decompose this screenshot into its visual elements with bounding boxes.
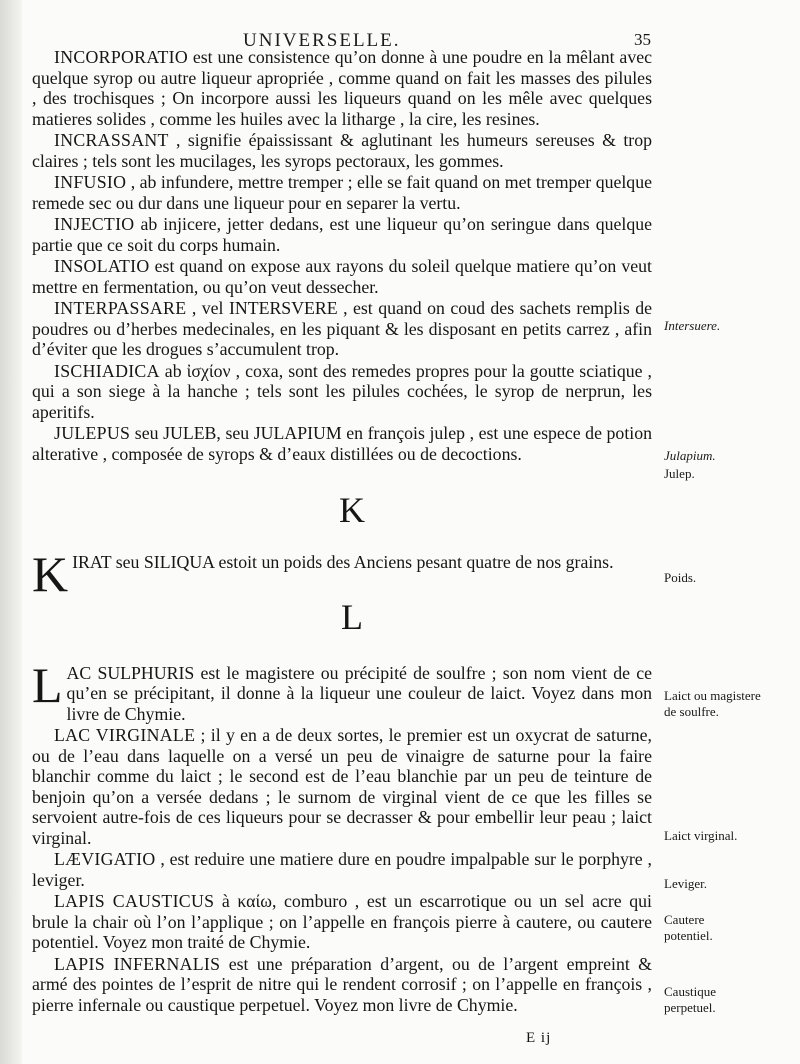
entry-insolatio <box>32 256 652 297</box>
margin-note-laict-magistere: Laict ou magistere de soulfre. <box>664 688 761 719</box>
entry-headword: ISCHIADICA <box>54 360 160 381</box>
page-gutter-shadow <box>0 0 22 1064</box>
entry-headword: LÆVIGATIO <box>54 849 156 869</box>
entry-headword: LAC VIRGINALE <box>54 725 196 745</box>
entry-text: à καίω, comburo , est un escarrotique ou un sel acre qui brule la chair où l’on l’applique ; on l’appelle en françois pierre à cautere, ou cautere potentiel. Voyez mon traité de Chymie. <box>32 891 652 952</box>
entry-incrassant <box>32 130 652 171</box>
entry-kirat <box>32 546 652 602</box>
entry-headword: INTERPASSARE <box>54 298 187 318</box>
margin-note-intersuere: Intersuere. <box>664 318 721 333</box>
entry-lac-virginale <box>32 725 652 848</box>
entry-headword: INCRASSANT <box>54 130 169 150</box>
page-body <box>32 47 652 1016</box>
margin-note-julapium: Julapium. <box>664 448 716 463</box>
entry-infusio <box>32 172 652 213</box>
entry-lapis-causticus <box>32 891 652 953</box>
entry-interpassare <box>32 298 652 360</box>
entry-headword: INFUSIO <box>54 172 127 192</box>
page-number: 35 <box>634 30 651 49</box>
entry-text: est une consistence qu’on donne à une poudre en la mêlant avec quelque syrop ou autre liqueur apropriée , comme quand on fait les masses des pilules , des trochisques ; On incorpore aussi les liqueurs quand on les mêle avec quelques matieres solides , comme les huiles avec la litharge , la cire, les resines. <box>32 47 652 129</box>
entry-text: est quand on expose aux rayons du soleil quelque matiere qu’on veut mettre en fermentation, ou qu’on veut dessecher. <box>32 256 652 297</box>
entry-incorporatio <box>32 47 652 129</box>
entry-ischiadica <box>32 361 652 423</box>
entry-headword: INJECTIO <box>54 214 135 234</box>
running-title: UNIVERSELLE. <box>243 30 401 51</box>
entry-text: , est reduire une matiere dure en poudre impalpable sur le porphyre , leviger. <box>32 849 652 890</box>
entry-text: ab injicere, jetter dedans, est une liqueur qu’on seringue dans quelque partie que ce soit du corps humain. <box>32 214 652 255</box>
entry-text: ab ἰσχίον , coxa, sont des remedes propres pour la goutte sciatique , qui a son siege à la hanche ; tels sont les pilules cochées, le syrop de nerprun, les aperitifs. <box>32 360 652 422</box>
drop-cap-k: K <box>32 546 69 602</box>
signature-mark: E ij <box>526 1030 552 1046</box>
entry-text: , vel INTERSVERE , est quand on coud des sachets remplis de poudres ou d’herbes medecinales, en les piquant & les disposant en petits carrez , afin d’éviter que les drogues s’accumulent trop. <box>32 298 652 359</box>
margin-note-laict-virginal: Laict virginal. <box>664 828 738 843</box>
margin-note-caustique: Caustique perpetuel. <box>664 984 716 1015</box>
margin-note-poids: Poids. <box>664 570 697 585</box>
entry-julepus <box>32 423 652 464</box>
section-letter-k: K <box>339 490 365 530</box>
entry-text: ; il y en a de deux sortes, le premier est un oxycrat de saturne, ou de l’eau dans laquelle on a versé un peu de vinaigre de saturne pour la faire blanchir comme du laict ; le second est de l’eau blanchie par un peu de teinture de benjoin qu’on a versée dedans ; le surnom de virginal vient de ce que les filles se servoient autre-fois de ces liqueurs pour se decrasser & pour embellir leur peau ; laict virginal. <box>32 725 652 848</box>
entry-headword: LAPIS INFERNALIS <box>54 953 221 974</box>
entry-laevigatio <box>32 849 652 890</box>
entry-headword: JULEPUS <box>54 423 131 443</box>
entry-text: , ab infundere, mettre tremper ; elle se fait quand on met tremper quelque remede sec ou dur dans une liqueur pour en separer la vertu. <box>32 172 652 213</box>
entry-lapis-infernalis <box>32 954 652 1016</box>
entry-text: seu JULEB, seu JULAPIUM en françois julep , est une espece de potion alterative , composée de syrops & d’eaux distillées ou de decoctions. <box>32 423 652 464</box>
entry-text: AC SULPHURIS est le magistere ou précipité de soulfre ; son nom vient de ce qu’en se précipitant, il donne à la liqueur une couleur de laict. Voyez dans mon livre de Chymie. <box>66 662 652 724</box>
entry-text: IRAT seu SILIQUA estoit un poids des Anciens pesant quatre de nos grains. <box>72 552 614 572</box>
entry-headword: LAPIS CAUSTICUS <box>54 891 215 911</box>
drop-cap-l: L <box>32 656 63 713</box>
entry-lac-sulphuris <box>32 656 652 725</box>
section-letter-l: L <box>341 596 363 637</box>
margin-note-leviger: Leviger. <box>664 876 707 891</box>
entry-injectio <box>32 214 652 255</box>
entry-text: , signifie épaississant & aglutinant les humeurs sereuses & trop claires ; tels sont les mucilages, les syrops pectoraux, les gommes. <box>32 130 652 171</box>
entry-text: est une préparation d’argent, ou de l’argent empreint & armé des pointes de l’esprit de nitre qui le rendent corrosif ; on l’appelle en françois , pierre infernale ou caustique perpetuel. Voyez mon livre de Chymie. <box>32 953 652 1015</box>
margin-note-cautere: Cautere potentiel. <box>664 912 713 943</box>
margin-note-julep: Julep. <box>664 466 695 481</box>
entry-headword: INCORPORATIO <box>54 47 189 67</box>
entry-headword: INSOLATIO <box>54 256 150 276</box>
